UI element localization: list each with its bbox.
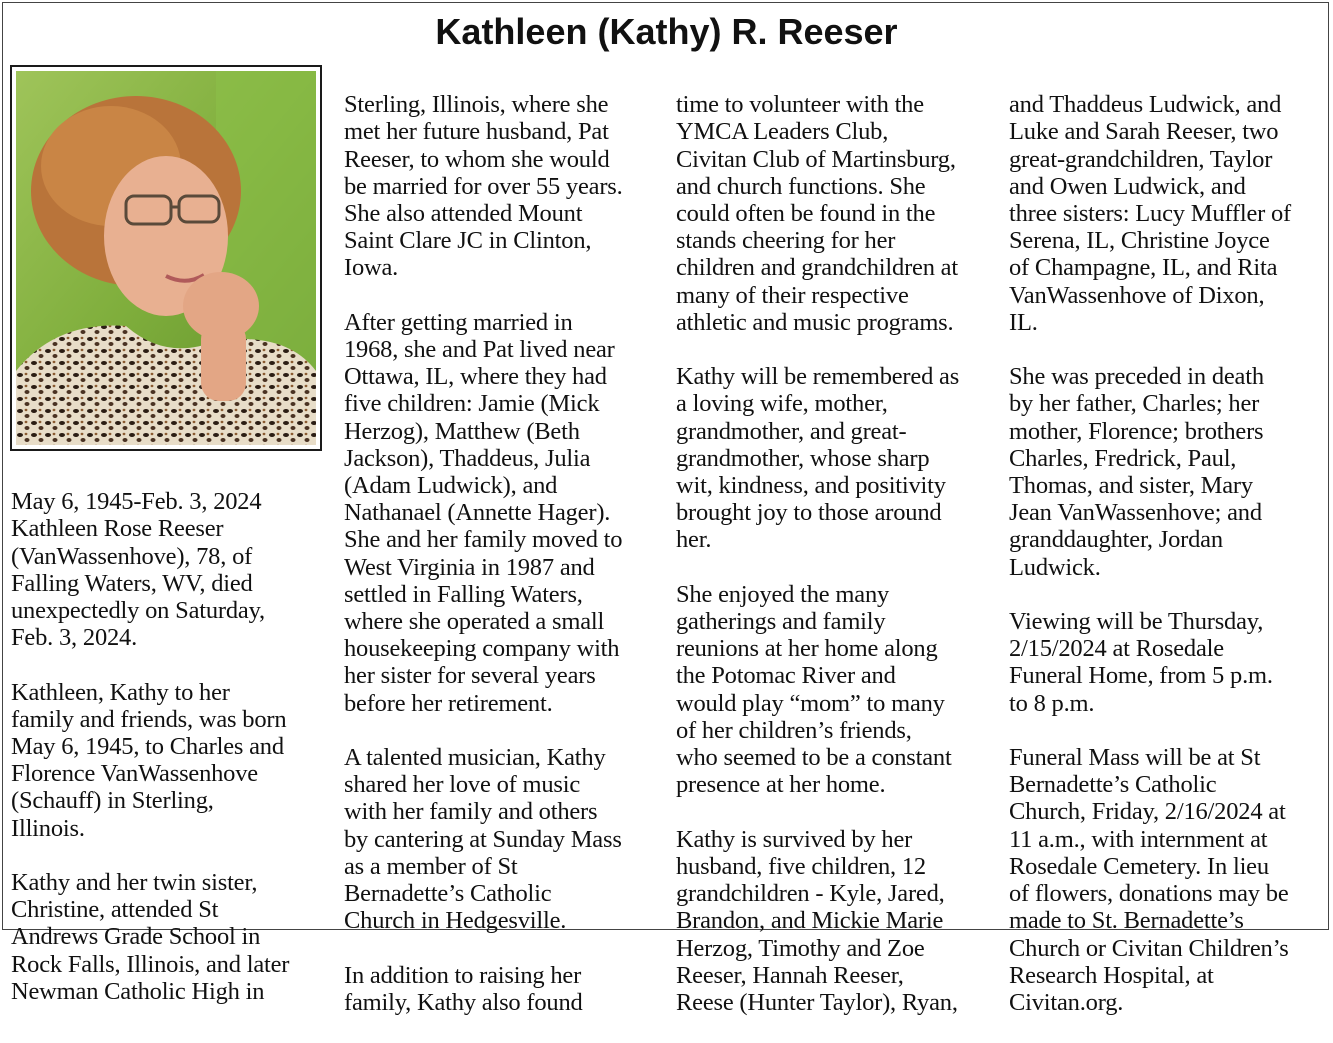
paragraph: time to volunteer with the YMCA Leaders Club, Civitan Club of Martinsburg, and church functions. She could often be found in the stands cheering for her children and grandchildren at many of their respective athletic and music programs. bbox=[676, 91, 958, 336]
paragraph: She was preceded in death by her father, Charles; her mother, Florence; brothers Charles, Fredrick, Paul, Thomas, and sister, Mary Jean VanWassenhove; and granddaughter, Jordan Ludwick. bbox=[1009, 363, 1264, 581]
obituary-title: Kathleen (Kathy) R. Reeser bbox=[435, 11, 898, 52]
paragraph: Viewing will be Thursday, 2/15/2024 at Rosedale Funeral Home, from 5 p.m. to 8 p.m. bbox=[1009, 608, 1273, 717]
paragraph: She enjoyed the many gatherings and family reunions at her home along the Potomac River and would play “mom” to many of her children’s friends, who seemed to be a constant presence at her home. bbox=[676, 580, 952, 799]
paragraph: Sterling, Illinois, where she met her future husband, Pat Reeser, to whom she would be married for over 55 years. She also attended Mount Saint Clare JC in Clinton, Iowa. bbox=[344, 91, 623, 282]
portrait-illustration bbox=[16, 71, 316, 445]
paragraph: and Thaddeus Ludwick, and Luke and Sarah Reeser, two great-grandchildren, Taylor and Owen Ludwick, and three sisters: Lucy Muffler of Serena, IL, Christine Joyce of Champagne, IL, and Rita VanWassenhove of Dixon, IL. bbox=[1009, 91, 1292, 336]
paragraph: A talented musician, Kathy shared her love of music with her family and others by cantering at Sunday Mass as a member of St Bernadette’s Catholic Church in Hedgesville. bbox=[344, 744, 622, 935]
paragraph: Kathy is survived by her husband, five children, 12 grandchildren - Kyle, Jared, Brandon, and Mickie Marie Herzog, Timothy and Zoe Reeser, Hannah Reeser, Reese (Hunter Taylor), Ryan, bbox=[676, 825, 958, 1016]
text-column-3 bbox=[676, 64, 998, 1016]
text-column-4 bbox=[1009, 64, 1327, 1016]
text-column-1 bbox=[11, 461, 329, 1005]
paragraph: In addition to raising her family, Kathy also found bbox=[344, 961, 583, 1016]
text-column-2 bbox=[344, 64, 662, 1016]
paragraph: May 6, 1945-Feb. 3, 2024 Kathleen Rose Reeser (VanWassenhove), 78, of Falling Waters, WV, died unexpectedly on Saturday, Feb. 3, 2024. bbox=[11, 488, 265, 652]
paragraph: Kathy and her twin sister, Christine, attended St Andrews Grade School in Rock Falls, Illinois, and later Newman Catholic High in bbox=[11, 869, 290, 1005]
paragraph: Funeral Mass will be at St Bernadette’s Catholic Church, Friday, 2/16/2024 at 11 a.m., with internment at Rosedale Cemetery. In lieu of flowers, donations may be made to St. Bernadette’s Church or Civitan Children’s Research Hospital, at Civitan.org. bbox=[1009, 744, 1289, 1016]
portrait-photo bbox=[10, 65, 322, 451]
paragraph: Kathy will be remembered as a loving wife, mother, grandmother, and great- grandmother, whose sharp wit, kindness, and positivity brought joy to those around her. bbox=[676, 363, 960, 554]
paragraph: After getting married in 1968, she and Pat lived near Ottawa, IL, where they had five children: Jamie (Mick Herzog), Matthew (Beth Jackson), Thaddeus, Julia (Adam Ludwick), and Nathanael (Annette Hager). She and her family moved to West Virginia in 1987 and settled in Falling Waters, where she operated a small housekeeping company with her sister for several years before her retirement. bbox=[344, 308, 623, 717]
paragraph: Kathleen, Kathy to her family and friends, was born May 6, 1945, to Charles and Florence VanWassenhove (Schauff) in Sterling, Illinois. bbox=[11, 678, 287, 842]
